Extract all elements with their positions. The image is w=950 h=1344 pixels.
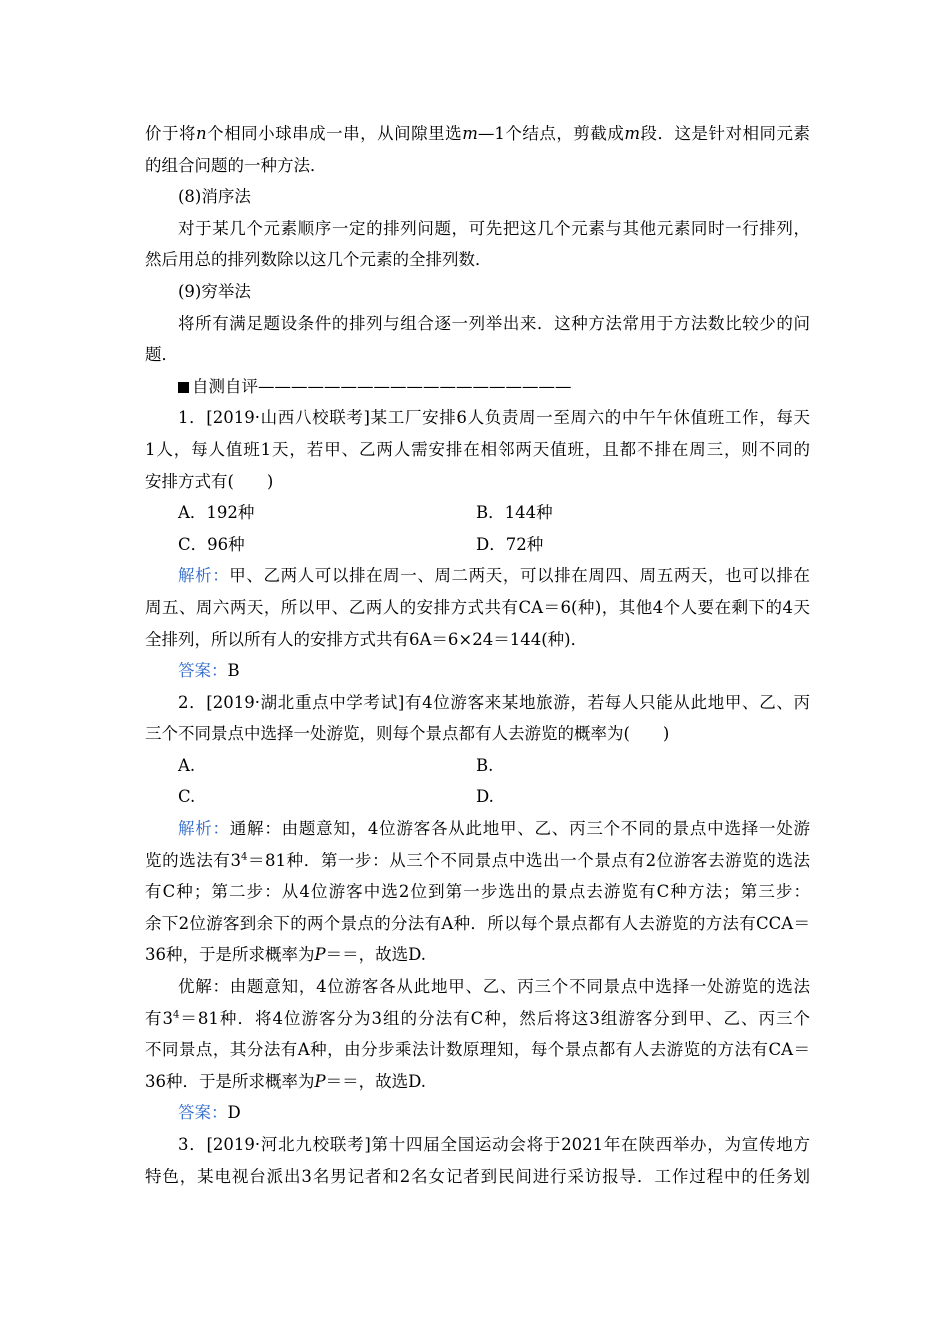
square-bullet-icon [178,382,189,393]
option-c: C. [178,787,196,807]
paragraph-line: 题． [145,345,178,365]
solution-line: 有C种；第二步：从4位游客中选2位到第一步选出的景点去游览有C种方法；第三步： [145,882,810,902]
method-heading: (8)消序法 [178,187,251,207]
section-heading: 自测自评——————————————————— [145,371,810,403]
solution-line: 全排列，所以所有人的安排方式共有6A＝6×24＝144(种)． [145,629,588,649]
solution-label: 解析： [178,819,230,839]
answer-line: 答案：D [178,1103,241,1123]
paragraph-line: 的组合问题的一种方法． [145,155,327,175]
question-2-line: 三个不同景点中选择一处游览，则每个景点都有人去游览的概率为( ) [145,724,670,744]
solution-line: 36种，于是所求概率为P＝＝，故选D. [145,945,426,965]
option-row [145,781,810,813]
solution-line: 解析：甲、乙两人可以排在周一、周二两天，可以排在周四、周五两天，也可以排在 [178,566,811,586]
alt-solution-line: 优解：由题意知，4位游客各从此地甲、乙、丙三个不同景点中选择一处游览的选法 [178,977,810,997]
option-a: A．192种 [178,503,255,523]
option-d: D．72种 [476,534,544,554]
solution-line: 余下2位游客到余下的两个景点的分法有A种．所以每个景点都有人去游览的方法有CCA＝ [145,913,810,933]
option-b: B．144种 [476,503,553,523]
option-row [145,529,810,561]
solution-line: 周五、周六两天，所以甲、乙两人的安排方式共有CA＝6(种)，其他4个人要在剩下的4天 [145,597,810,617]
method-heading: (9)穷举法 [178,281,251,301]
paragraph-line: 然后用总的排列数除以这几个元素的全排列数． [145,250,492,270]
alt-solution-line: 36种．于是所求概率为P＝＝，故选D. [145,1071,426,1091]
paragraph-line: 对于某几个元素顺序一定的排列问题，可先把这几个元素与其他元素同时一行排列， [178,218,810,238]
question-1-line: 1．[2019·山西八校联考]某工厂安排6人负责周一至周六的中午午休值班工作，每天 [178,408,810,428]
alt-solution-line: 有$3^4=81$种．将4位游客分为3组的分法有C种，然后将这3组游客分到甲、乙、丙三个 [145,1008,810,1028]
alt-solution-line: 不同景点，其分法有A种，由分步乘法计数原理知，每个景点都有人去游览的方法有CA＝ [145,1040,810,1060]
question-3-line: 3．[2019·河北九校联考]第十四届全国运动会将于2021年在陕西举办，为宣传地方 [178,1135,810,1154]
solution-line: 解析：通解：由题意知，4位游客各从此地甲、乙、丙三个不同的景点中选择一处游 [178,819,811,839]
document-page [145,118,810,1192]
answer-label: 答案： [178,1103,228,1123]
question-1-line: 1人，每人值班1天，若甲、乙两人需安排在相邻两天值班，且都不排在周三，则不同的 [145,439,810,459]
paragraph-line: 将所有满足题设条件的排列与组合逐一列举出来．这种方法常用于方法数比较少的问 [178,313,810,333]
solution-label: 解析： [178,566,230,586]
option-b: B. [476,755,494,775]
question-1-line: 安排方式有( ) [145,471,274,491]
option-row [145,497,810,529]
option-d: D. [476,787,494,807]
answer-label: 答案： [178,661,228,681]
question-3-line: 特色，某电视台派出3名男记者和2名女记者到民间进行采访报导．工作过程中的任务划 [145,1166,810,1186]
question-2-line: 2．[2019·湖北重点中学考试]有4位游客来某地旅游，若每人只能从此地甲、乙、丙 [178,692,810,712]
answer-line: 答案：B [178,661,240,681]
option-row [145,750,810,782]
solution-line: 览的选法有$3^4=81$种．第一步：从三个不同景点中选出一个景点有2位游客去游览的选法 [145,850,811,870]
option-a: A. [178,755,196,775]
paragraph-line: 价于将n个相同小球串成一串，从间隙里选m—1个结点，剪截成m段．这是针对相同元素 [145,124,811,143]
option-c: C．96种 [178,534,245,554]
